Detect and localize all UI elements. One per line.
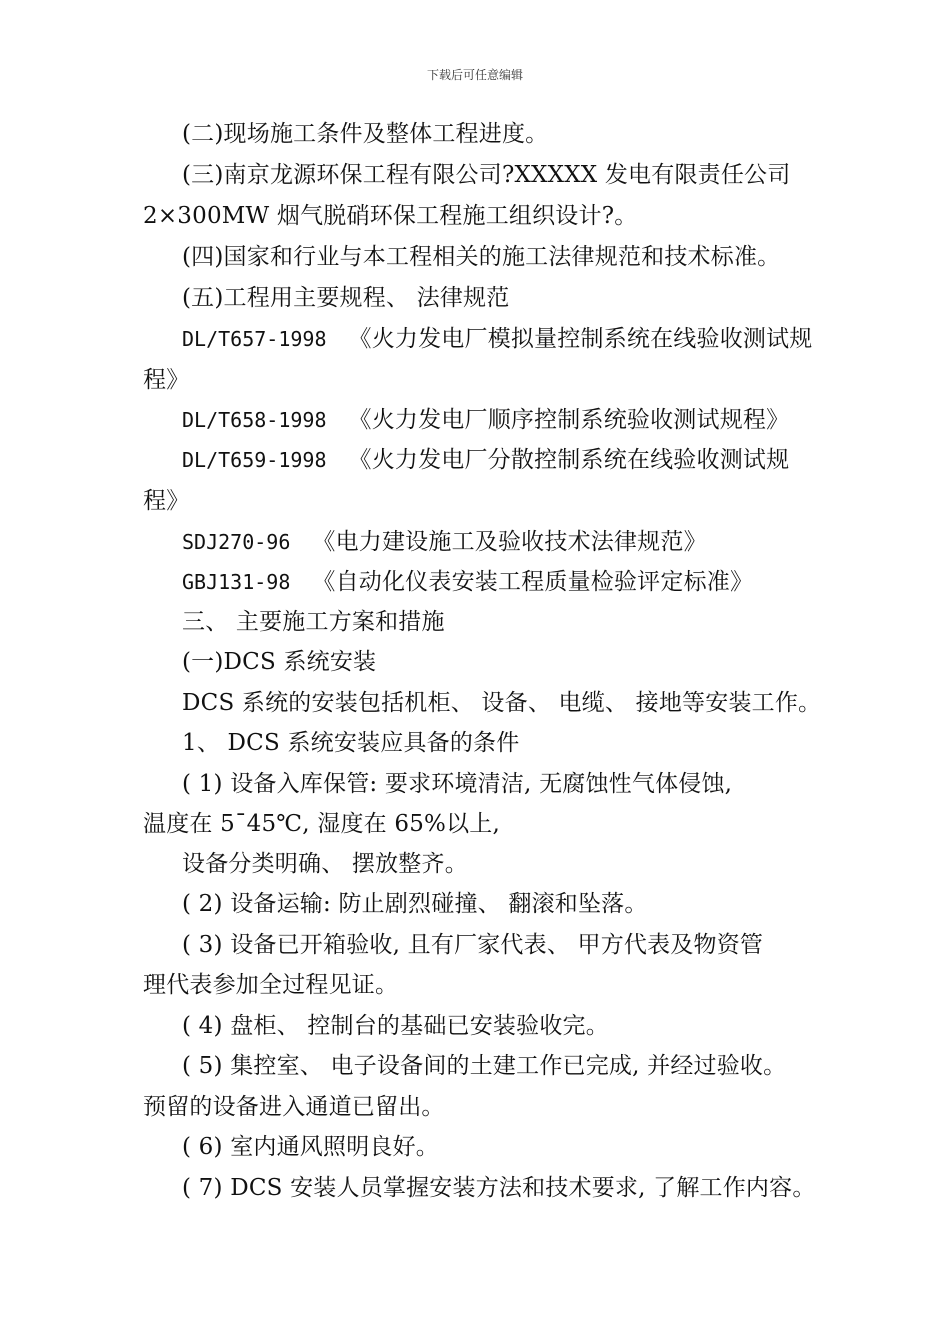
paragraph-line: ( 4) 盘柜、 控制台的基础已安装验收完。 (182, 1013, 609, 1039)
paragraph-line: 预留的设备进入通道已留出。 (143, 1094, 445, 1120)
paragraph-line: 理代表参加全过程见证。 (143, 972, 399, 998)
standard-title: 《火力发电厂分散控制系统在线验收测试规 (348, 447, 790, 473)
item-heading: 1、 DCS 系统安装应具备的条件 (182, 730, 520, 756)
paragraph-line: 程》 (143, 367, 190, 393)
standard-code: DL/T659-1998 (182, 448, 327, 472)
paragraph-line: ( 6) 室内通风照明良好。 (182, 1134, 440, 1160)
standard-reference (182, 528, 707, 556)
section-heading: 三、 主要施工方案和措施 (182, 609, 445, 635)
paragraph-line: 2×300MW 烟气脱硝环保工程施工组织设计?。 (143, 203, 638, 229)
paragraph-line: ( 3) 设备已开箱验收, 且有厂家代表、 甲方代表及物资管 (182, 932, 764, 958)
paragraph-line: ( 5) 集控室、 电子设备间的土建工作已完成, 并经过验收。 (182, 1053, 787, 1079)
paragraph-line: (四)国家和行业与本工程相关的施工法律规范和技术标准。 (182, 244, 781, 270)
paragraph-line: (五)工程用主要规程、 法律规范 (182, 285, 510, 311)
paragraph-line: ( 7) DCS 安装人员掌握安装方法和技术要求, 了解工作内容。 (182, 1175, 816, 1201)
paragraph-line: (二)现场施工条件及整体工程进度。 (182, 121, 549, 147)
paragraph-line: ( 1) 设备入库保管: 要求环境清洁, 无腐蚀性气体侵蚀, (182, 771, 733, 797)
paragraph-line: 温度在 5¯45℃, 湿度在 65%以上, (143, 811, 501, 837)
standard-code: DL/T657-1998 (182, 327, 327, 351)
paragraph-line: DCS 系统的安装包括机柜、 设备、 电缆、 接地等安装工作。 (182, 690, 822, 716)
standard-reference (182, 568, 753, 596)
page-header-note: 下载后可任意编辑 (426, 68, 523, 82)
standard-code: DL/T658-1998 (182, 408, 327, 432)
standard-code: GBJ131-98 (182, 570, 291, 594)
standard-reference (182, 406, 789, 434)
paragraph-line: 程》 (143, 488, 190, 514)
paragraph-line: 设备分类明确、 摆放整齐。 (182, 851, 468, 877)
standard-title: 《火力发电厂模拟量控制系统在线验收测试规 (348, 326, 813, 352)
subsection-heading: (一)DCS 系统安装 (182, 649, 377, 675)
standard-reference (182, 325, 813, 353)
standard-reference (182, 446, 789, 474)
paragraph-line: (三)南京龙源环保工程有限公司?XXXXX 发电有限责任公司 (182, 162, 791, 188)
standard-title: 《火力发电厂顺序控制系统验收测试规程》 (348, 407, 790, 433)
standard-code: SDJ270-96 (182, 530, 291, 554)
standard-title: 《电力建设施工及验收技术法律规范》 (312, 529, 707, 555)
paragraph-line: ( 2) 设备运输: 防止剧烈碰撞、 翻滚和坠落。 (182, 891, 648, 917)
standard-title: 《自动化仪表安装工程质量检验评定标准》 (312, 569, 754, 595)
